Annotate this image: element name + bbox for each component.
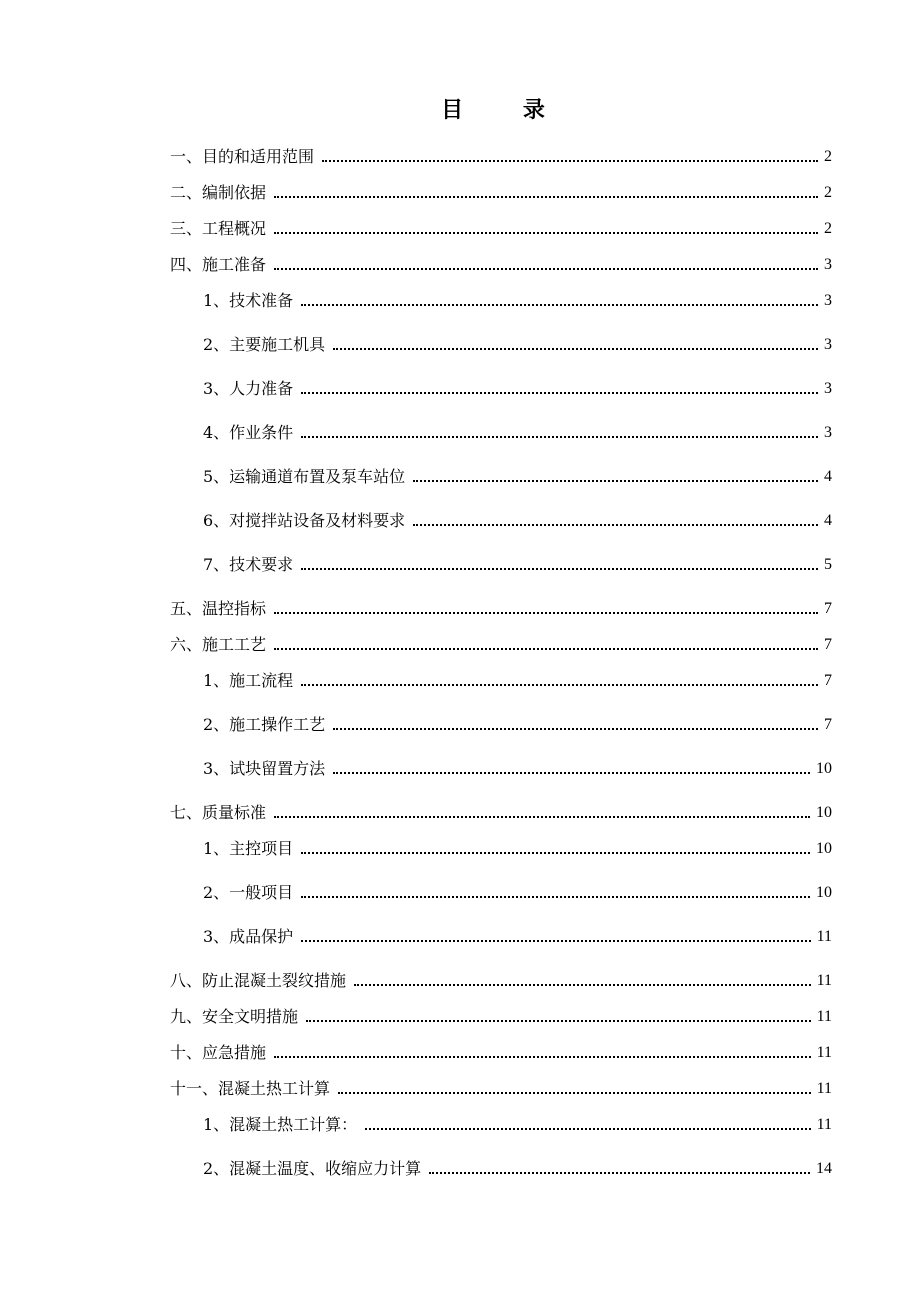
toc-entry-page: 3 [824,256,832,273]
toc-entry-label: 3、试块留置方法 [203,759,326,778]
toc-subentry[interactable] [203,711,832,735]
toc-subentry[interactable] [203,1111,832,1135]
toc-dot-leader [333,348,818,350]
toc-entry-label: 5、运输通道布置及泵车站位 [203,467,406,486]
toc-entry-page: 7 [824,636,832,653]
toc-entry-page: 2 [824,220,832,237]
toc-dot-leader [354,984,811,986]
toc-entry-page: 10 [816,760,832,777]
toc-dot-leader [274,268,818,270]
toc-dot-leader [413,524,818,526]
toc-dot-leader [333,772,810,774]
toc-entry-label: 1、混凝土热工计算： [203,1115,358,1134]
toc-subentry[interactable] [203,755,832,779]
toc-entry[interactable] [170,143,832,167]
toc-entry-label: 2、一般项目 [203,883,294,902]
toc-entry-label: 1、施工流程 [203,671,294,690]
toc-entry-page: 3 [824,292,832,309]
toc-entry-label: 六、施工工艺 [170,635,267,654]
toc-entry-page: 11 [816,1080,832,1097]
toc-dot-leader [274,816,810,818]
toc-entry-page: 11 [816,1044,832,1061]
toc-entry-label: 6、对搅拌站设备及材料要求 [203,511,406,530]
toc-dot-leader [301,304,818,306]
toc-dot-leader [274,232,818,234]
toc-dot-leader [301,896,810,898]
toc-entry-label: 1、技术准备 [203,291,294,310]
toc-entry-label: 九、安全文明措施 [170,1007,299,1026]
toc-entry[interactable] [170,631,832,655]
toc-entry[interactable] [170,251,832,275]
toc-entry-page: 2 [824,184,832,201]
toc-entry[interactable] [170,799,832,823]
toc-dot-leader [429,1172,810,1174]
toc-entry-page: 3 [824,380,832,397]
toc-dot-leader [301,852,810,854]
toc-entry-page: 2 [824,148,832,165]
toc-dot-leader [333,728,818,730]
toc-entry-label: 四、施工准备 [170,255,267,274]
toc-entry-page: 7 [824,716,832,733]
toc-entry-label: 2、施工操作工艺 [203,715,326,734]
toc-entry-label: 三、工程概况 [170,219,267,238]
toc-subentry[interactable] [203,507,832,531]
toc-dot-leader [274,1056,811,1058]
toc-dot-leader [301,568,818,570]
toc-entry-page: 11 [816,1116,832,1133]
toc-dot-leader [301,940,810,942]
toc-subentry[interactable] [203,835,832,859]
toc-entry-page: 10 [816,884,832,901]
toc-dot-leader [301,684,818,686]
toc-entry-page: 7 [824,672,832,689]
toc-entry-page: 5 [824,556,832,573]
toc-entry-label: 1、主控项目 [203,839,294,858]
toc-entry-page: 11 [816,1008,832,1025]
toc-dot-leader [338,1092,811,1094]
toc-entry-page: 7 [824,600,832,617]
toc-entry-label: 2、混凝土温度、收缩应力计算 [203,1159,422,1178]
toc-entry[interactable] [170,1075,832,1099]
toc-dot-leader [301,392,818,394]
toc-subentry[interactable] [203,419,832,443]
toc-entry[interactable] [170,967,832,991]
toc-entry[interactable] [170,179,832,203]
toc-dot-leader [274,648,818,650]
toc-entry-label: 十、应急措施 [170,1043,267,1062]
toc-entry-page: 4 [824,468,832,485]
toc-subentry[interactable] [203,879,832,903]
toc-entry-label: 二、编制依据 [170,183,267,202]
toc-entry-page: 11 [816,928,832,945]
toc-entry-label: 十一、混凝土热工计算 [170,1079,331,1098]
toc-entry[interactable] [170,215,832,239]
toc-entry[interactable] [170,1003,832,1027]
toc-entry-label: 3、成品保护 [203,927,294,946]
toc-subentry[interactable] [203,667,832,691]
toc-subentry[interactable] [203,1155,832,1179]
toc-entry-page: 3 [824,336,832,353]
toc-dot-leader [274,196,818,198]
toc-entry-page: 10 [816,804,832,821]
toc-entry[interactable] [170,595,832,619]
toc-subentry[interactable] [203,287,832,311]
page-title: 目 录 [441,98,571,123]
toc-entry[interactable] [170,1039,832,1063]
toc-entry-label: 2、主要施工机具 [203,335,326,354]
toc-entry-label: 一、目的和适用范围 [170,147,315,166]
toc-entry-label: 五、温控指标 [170,599,267,618]
toc-entry-page: 3 [824,424,832,441]
toc-subentry[interactable] [203,923,832,947]
toc-entry-page: 10 [816,840,832,857]
toc-dot-leader [274,612,818,614]
toc-dot-leader [413,480,818,482]
toc-subentry[interactable] [203,551,832,575]
toc-dot-leader [306,1020,811,1022]
toc-entry-page: 11 [816,972,832,989]
toc-entry-page: 4 [824,512,832,529]
toc-subentry[interactable] [203,463,832,487]
toc-subentry[interactable] [203,375,832,399]
toc-entry-label: 7、技术要求 [203,555,294,574]
toc-entry-page: 14 [816,1160,832,1177]
toc-entry-label: 八、防止混凝土裂纹措施 [170,971,347,990]
toc-entry-label: 4、作业条件 [203,423,294,442]
toc-subentry[interactable] [203,331,832,355]
toc-dot-leader [322,160,818,162]
toc-dot-leader [301,436,818,438]
toc-dot-leader [365,1128,810,1130]
toc-entry-label: 七、质量标准 [170,803,267,822]
toc-entry-label: 3、人力准备 [203,379,294,398]
